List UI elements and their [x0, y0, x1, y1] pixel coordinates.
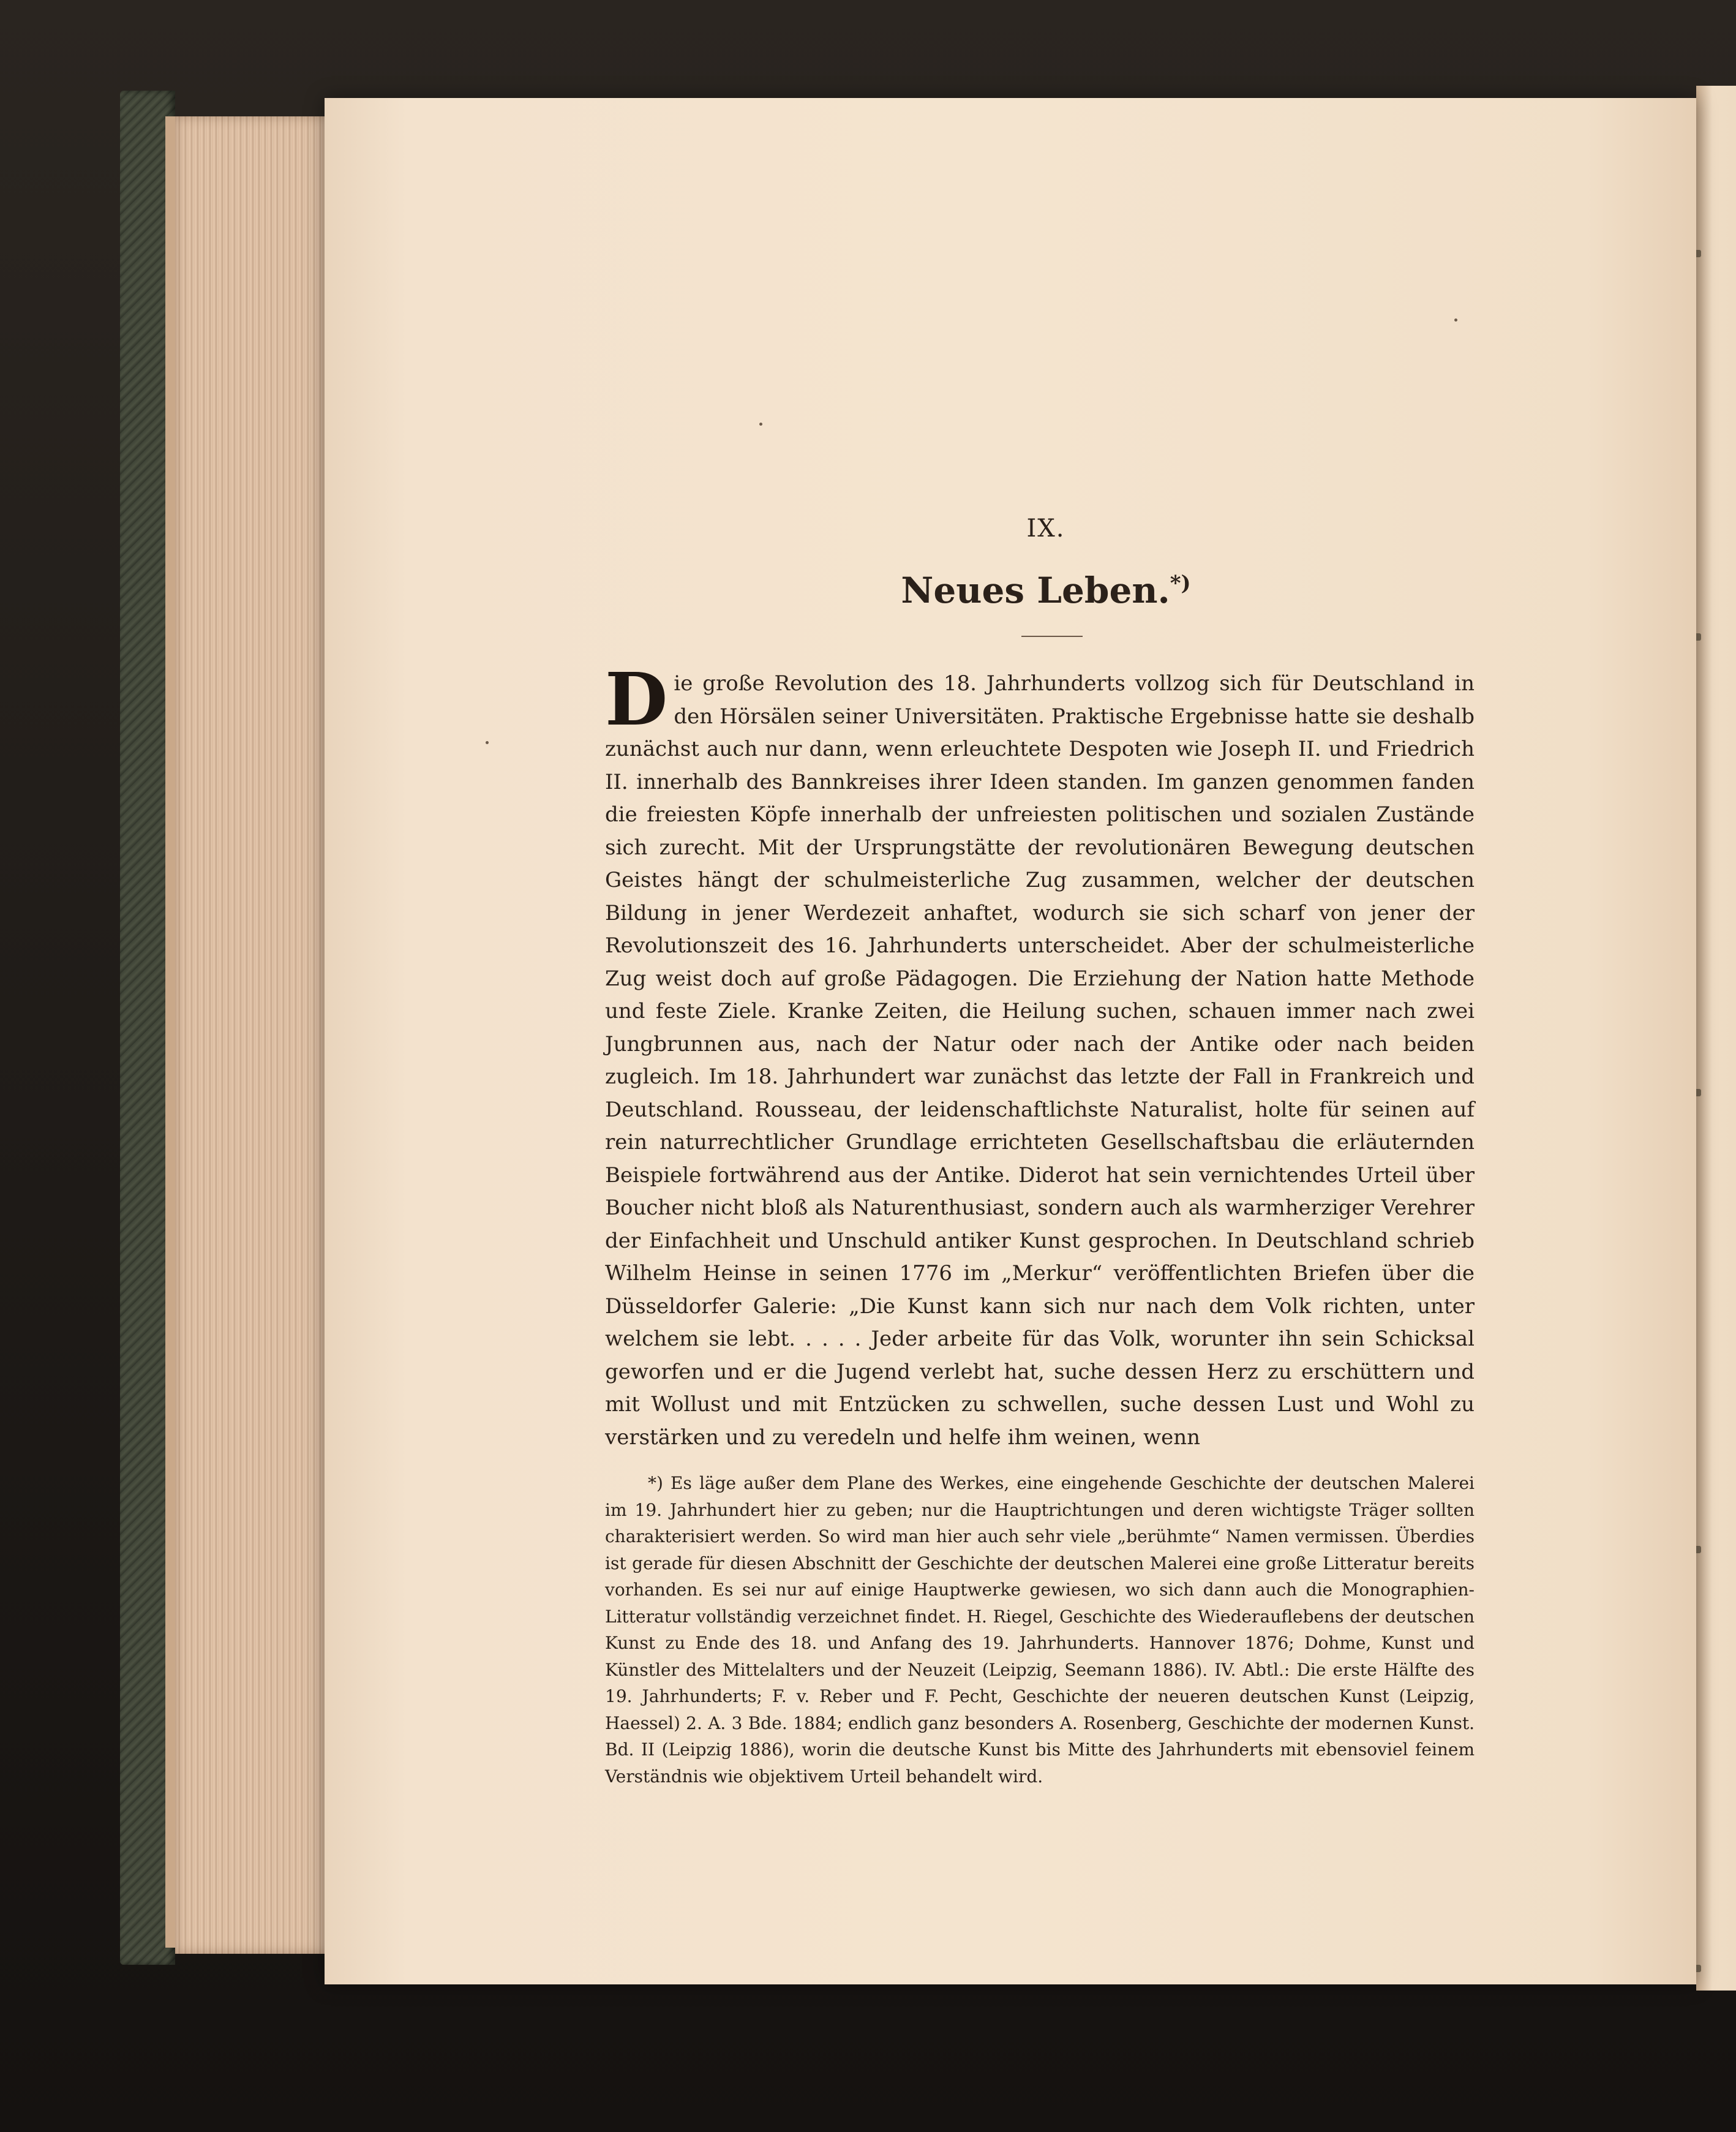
footnote-reference: *) [1170, 571, 1191, 596]
title-divider [1021, 636, 1083, 637]
body-paragraph [605, 657, 1475, 1454]
chapter-number: IX. [1026, 514, 1065, 543]
paper-speck [1454, 318, 1457, 322]
page-text-block [605, 514, 1475, 1807]
body-paragraph-text: ie große Revolution des 18. Jahrhunderts vollzog sich für Deutschland in den Hörsälen seiner Universitäten. Praktische Ergebnisse hatte sie deshalb zunächst auch nur dann, wenn erleuchtete Despoten wie Joseph II. und Friedrich II. innerhalb des Bannkreises ihrer Ideen standen. Im ganzen genommen fanden die freiesten Köpfe innerhalb der unfreiesten politischen und sozialen Zustände sich zurecht. Mit der Ursprungstätte der revolutionären Bewegung deutschen Geistes hängt der schulmeisterliche Zug zusammen, welcher der deutschen Bildung in jener Werdezeit anhaftet, wodurch sie sich scharf von jener der Revolutionszeit des 16. Jahrhunderts unterscheidet. Aber der schulmeisterliche Zug weist doch auf große Pädagogen. Die Erziehung der Nation hatte Methode und feste Ziele. Kranke Zeiten, die Heilung suchen, schauen immer nach zwei Jungbrunnen aus, nach der Natur oder nach der Antike oder nach beiden zugleich. Im 18. Jahrhundert war zunächst das letzte der Fall in Frankreich und Deutschland. Rousseau, der leidenschaftlichste Naturalist, holte für seinen auf rein naturrechtlicher Grundlage errichteten Gesellschaftsbau die erläuternden Beispiele fortwährend aus der Antike. Diderot hat sein vernichtendes Urteil über Boucher nicht bloß als Naturenthusiast, sondern auch als warmherziger Verehrer der Einfachheit und Unschuld antiker Kunst gesprochen. In Deutschland schrieb Wilhelm Heinse in seinen 1776 im „Merkur“ veröffentlichten Briefen über die Düsseldorfer Galerie: „Die Kunst kann sich nur nach dem Volk richten, unter welchem sie lebt. . . . . Jeder arbeite für das Volk, worunter ihn sein Schicksal geworfen und er die Jugend verlebt hat, suche dessen Herz zu erschüttern und mit Wollust und mit Entzücken zu schwellen, suche dessen Lust und Wohl zu verstärken und zu veredeln und helfe ihm weinen, wenn [605, 671, 1475, 1450]
drop-cap: D [605, 657, 668, 742]
facing-page-edge [1696, 86, 1736, 1991]
chapter-title [605, 570, 1475, 611]
chapter-title-text: Neues Leben. [901, 570, 1170, 611]
paper-speck [759, 423, 762, 426]
footnote: *) Es läge außer dem Plane des Werkes, eine eingehende Geschichte der deutschen Malerei im 19. Jahrhundert hier zu geben; nur die Hauptrichtungen und deren wichtigste Träger sollten charakterisiert werden. So wird man hier auch sehr viele „berühmte“ Namen vermissen. Überdies ist gerade für diesen Abschnitt der Geschichte der deutschen Malerei eine große Litteratur bereits vorhanden. Es sei nur auf einige Hauptwerke gewiesen, wo sich dann auch die Monographien-Litteratur vollständig verzeichnet findet. H. Riegel, Geschichte des Wiederauflebens der deutschen Kunst zu Ende des 18. und Anfang des 19. Jahrhunderts. Hannover 1876; Dohme, Kunst und Künstler des Mittelalters und der Neuzeit (Leipzig, Seemann 1886). IV. Abtl.: Die erste Hälfte des 19. Jahrhunderts; F. v. Reber und F. Pecht, Geschichte der neueren deutschen Kunst (Leipzig, Haessel) 2. A. 3 Bde. 1884; endlich ganz besonders A. Rosenberg, Geschichte der modernen Kunst. Bd. II (Leipzig 1886), worin die deutsche Kunst bis Mitte des Jahrhunderts mit ebensoviel feinem Verständnis wie objektivem Urteil behandelt wird. [605, 1473, 1475, 1787]
paper-speck [486, 741, 489, 744]
page-stack-edges [175, 116, 328, 1954]
